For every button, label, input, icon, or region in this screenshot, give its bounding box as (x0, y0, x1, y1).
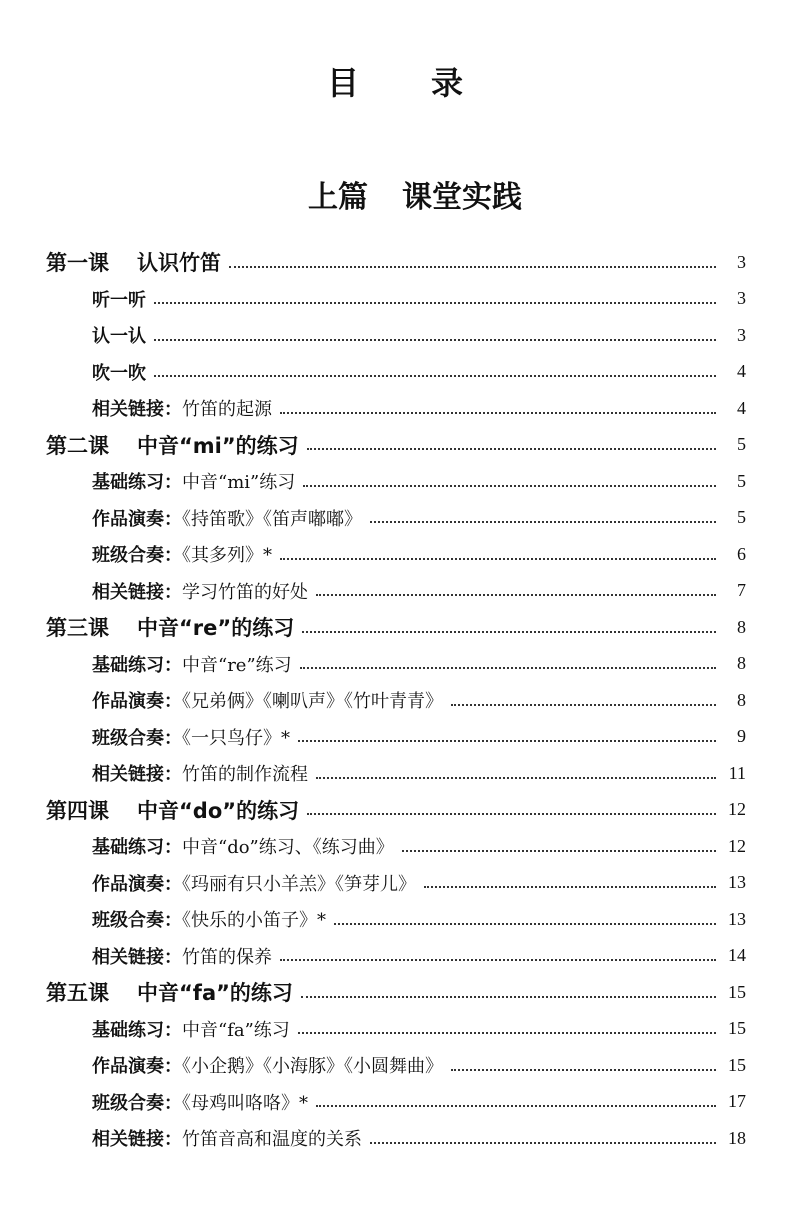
item-lead: 基础练习： (92, 1019, 182, 1041)
title-right: 录 (431, 64, 464, 102)
toc-item-row[interactable] (92, 573, 746, 609)
page-number: 18 (728, 1127, 746, 1148)
item-text: 中音“mi”练习 (182, 472, 296, 493)
page-number: 5 (737, 470, 746, 491)
item-text: 中音“fa”练习 (182, 1019, 290, 1041)
item-text: 中音“re”练习 (182, 654, 292, 676)
page-number: 14 (728, 945, 746, 965)
page-title (0, 58, 790, 104)
toc-item-row[interactable] (92, 938, 746, 974)
item-lead: 听一听 (92, 289, 146, 311)
section-heading (0, 172, 790, 216)
toc-item-row[interactable] (92, 646, 746, 682)
lesson-title (46, 430, 299, 460)
dot-leader (300, 666, 716, 669)
toc-lesson-row[interactable] (46, 974, 746, 1010)
dot-leader (370, 1141, 716, 1144)
toc-lesson-row[interactable] (46, 244, 746, 280)
page-number: 15 (728, 981, 746, 1002)
item-title (92, 1016, 290, 1042)
page-number: 7 (737, 580, 746, 600)
page-number: 9 (737, 726, 746, 746)
lesson-number: 第四课 (46, 798, 109, 823)
toc-item-row[interactable] (92, 281, 746, 317)
dot-leader (451, 703, 716, 706)
dot-leader (451, 1068, 716, 1071)
dot-leader (370, 520, 716, 523)
item-title (92, 651, 292, 677)
dot-leader (424, 885, 716, 888)
page-number: 15 (728, 1054, 746, 1075)
item-title (92, 687, 443, 713)
toc-item-row[interactable] (92, 828, 746, 864)
item-lead: 班级合奏： (92, 1092, 182, 1114)
page-number: 4 (737, 361, 746, 381)
item-title (92, 322, 146, 348)
toc-item-row[interactable] (92, 1047, 746, 1083)
item-title (92, 870, 416, 896)
item-title (92, 359, 146, 385)
item-lead: 相关链接： (92, 946, 182, 968)
page-number: 8 (737, 616, 746, 637)
item-title (92, 1125, 362, 1151)
dot-leader (280, 411, 716, 414)
item-text: 《其多列》* (182, 545, 272, 566)
item-text: 竹笛音高和温度的关系 (182, 1129, 362, 1150)
item-lead: 作品演奏： (92, 873, 182, 895)
item-title (92, 505, 362, 531)
dot-leader (298, 1031, 716, 1034)
page-number: 17 (728, 1091, 746, 1111)
item-title (92, 1089, 308, 1115)
dot-leader (334, 922, 716, 925)
item-title (92, 1052, 443, 1078)
item-text: 《母鸡叫咯咯》* (182, 1092, 308, 1114)
item-title (92, 943, 272, 969)
toc-item-row[interactable] (92, 719, 746, 755)
item-lead: 相关链接： (92, 1129, 182, 1150)
item-lead: 吹一吹 (92, 362, 146, 384)
lesson-number: 第一课 (46, 251, 109, 275)
dot-leader (307, 447, 716, 450)
toc-item-row[interactable] (92, 390, 746, 426)
item-title (92, 760, 308, 786)
item-lead: 班级合奏： (92, 545, 182, 566)
dot-leader (302, 630, 716, 633)
item-lead: 相关链接： (92, 399, 182, 420)
item-text: 《玛丽有只小羊羔》《笋芽儿》 (182, 873, 416, 895)
page-number: 6 (737, 543, 746, 564)
page-number: 13 (728, 872, 746, 892)
section-left: 上篇 (308, 180, 368, 215)
dot-leader (154, 338, 716, 341)
page-number: 12 (728, 835, 746, 856)
item-text: 《小企鹅》《小海豚》《小圆舞曲》 (182, 1056, 443, 1077)
toc-item-row[interactable] (92, 901, 746, 937)
item-title (92, 541, 272, 567)
toc-item-row[interactable] (92, 1011, 746, 1047)
item-lead: 相关链接： (92, 764, 182, 785)
page-number: 5 (737, 507, 746, 527)
dot-leader (154, 301, 716, 304)
dot-leader (316, 776, 716, 779)
dot-leader (316, 1104, 716, 1107)
lesson-number: 第三课 (46, 616, 109, 640)
item-text: 中音“do”练习、《练习曲》 (182, 837, 394, 858)
item-text: 竹笛的制作流程 (182, 764, 308, 785)
item-lead: 作品演奏： (92, 508, 182, 530)
toc-item-row[interactable] (92, 354, 746, 390)
lesson-title (46, 247, 221, 277)
lesson-number: 第二课 (46, 433, 109, 458)
lesson-title (46, 612, 294, 642)
dot-leader (402, 849, 716, 852)
lesson-name: 中音“do”的练习 (137, 798, 300, 823)
item-title (92, 468, 295, 494)
toc-lesson-row[interactable] (46, 792, 746, 828)
item-lead: 班级合奏： (92, 910, 182, 931)
item-lead: 认一认 (92, 326, 146, 347)
item-title (92, 724, 290, 750)
item-title (92, 833, 394, 859)
toc-item-row[interactable] (92, 1120, 746, 1156)
dot-leader (280, 557, 716, 560)
page-number: 3 (737, 324, 746, 345)
toc-item-row[interactable] (92, 865, 746, 901)
page-number: 4 (737, 397, 746, 418)
item-lead: 基础练习： (92, 837, 182, 858)
section-right: 课堂实践 (402, 180, 522, 215)
item-lead: 相关链接： (92, 581, 182, 603)
dot-leader (316, 593, 716, 596)
lesson-title (46, 977, 293, 1007)
item-text: 学习竹笛的好处 (182, 581, 308, 603)
toc-item-row[interactable] (92, 682, 746, 718)
dot-leader (154, 374, 716, 377)
page-number: 3 (737, 251, 746, 272)
item-lead: 基础练习： (92, 654, 182, 676)
page-number: 5 (737, 434, 746, 454)
dot-leader (229, 265, 716, 268)
lesson-name: 中音“mi”的练习 (137, 433, 299, 458)
toc-item-row[interactable] (92, 500, 746, 536)
page-number: 8 (737, 653, 746, 673)
toc-lesson-row[interactable] (46, 609, 746, 645)
item-text: 《快乐的小笛子》* (182, 910, 326, 931)
page-number: 12 (728, 799, 746, 819)
item-title (92, 286, 146, 312)
item-lead: 班级合奏： (92, 727, 182, 749)
dot-leader (307, 812, 716, 815)
title-left: 目 (326, 64, 359, 102)
dot-leader (301, 995, 716, 998)
lesson-name: 中音“re”的练习 (137, 616, 295, 640)
lesson-name: 中音“fa”的练习 (137, 981, 293, 1005)
page-number: 11 (728, 762, 746, 783)
item-text: 《一只鸟仔》* (182, 727, 290, 749)
item-title (92, 578, 308, 604)
toc-item-row[interactable] (92, 755, 746, 791)
lesson-title (46, 795, 299, 825)
item-text: 《持笛歌》《笛声嘟嘟》 (182, 508, 362, 530)
dot-leader (303, 484, 716, 487)
item-text: 竹笛的保养 (182, 946, 272, 968)
toc-item-row[interactable] (92, 463, 746, 499)
page-number: 15 (728, 1018, 746, 1038)
toc-item-row[interactable] (92, 536, 746, 572)
item-text: 《兄弟俩》《喇叭声》《竹叶青青》 (182, 691, 443, 712)
lesson-name: 认识竹笛 (137, 251, 221, 275)
item-text: 竹笛的起源 (182, 399, 272, 420)
toc-item-row[interactable] (92, 1084, 746, 1120)
dot-leader (298, 739, 716, 742)
dot-leader (280, 958, 716, 961)
page-number: 8 (737, 689, 746, 710)
page-number: 13 (728, 908, 746, 929)
toc-item-row[interactable] (92, 317, 746, 353)
page-number: 3 (737, 288, 746, 308)
item-lead: 作品演奏： (92, 1056, 182, 1077)
item-title (92, 906, 326, 932)
item-lead: 基础练习： (92, 472, 182, 493)
item-lead: 作品演奏： (92, 691, 182, 712)
toc-lesson-row[interactable] (46, 427, 746, 463)
lesson-number: 第五课 (46, 981, 109, 1005)
item-title (92, 395, 272, 421)
